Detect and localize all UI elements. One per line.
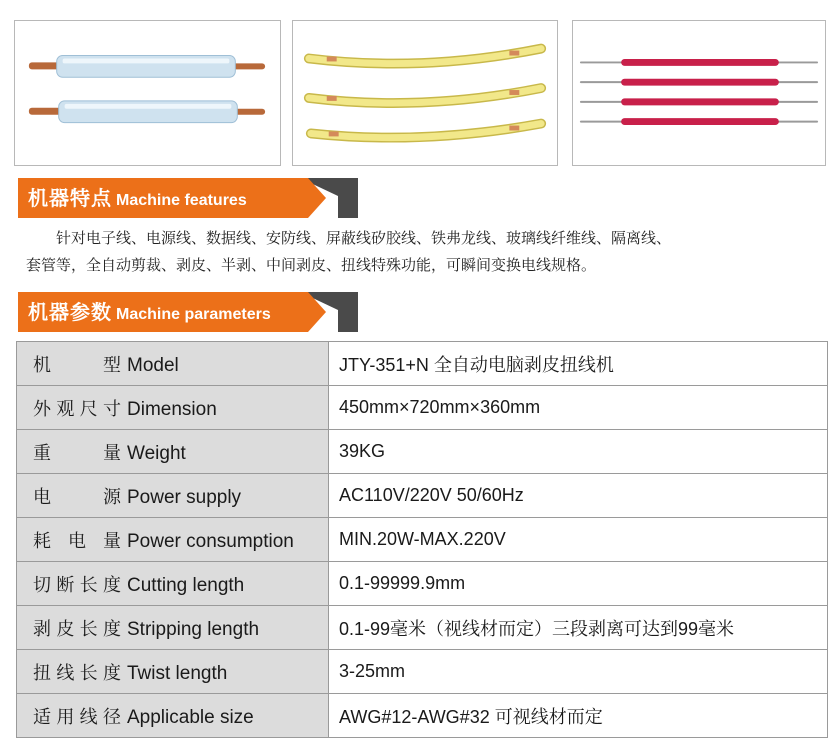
param-label-cn: 耗电量 (33, 530, 121, 552)
table-row (17, 606, 828, 650)
param-value-text: AWG#12-AWG#32 可视线材而定 (339, 706, 603, 727)
param-value (329, 562, 828, 606)
table-row (17, 518, 828, 562)
param-label (17, 518, 329, 562)
wire-photo-red (572, 20, 826, 166)
features-paragraph (26, 225, 828, 279)
param-label-en: Power supply (127, 486, 242, 508)
param-label-cn: 重量 (33, 442, 121, 464)
param-value (329, 518, 828, 562)
param-label-en: Cutting length (127, 574, 245, 596)
param-value (329, 606, 828, 650)
param-label-cn: 外观尺寸 (33, 398, 121, 420)
param-label-en: Dimension (127, 398, 217, 420)
param-label-en: Twist length (127, 662, 228, 684)
section-title (28, 292, 271, 332)
table-row (17, 562, 828, 606)
section-title-cn: 机器参数 (28, 300, 112, 324)
param-label (17, 474, 329, 518)
param-value-text: AC110V/220V 50/60Hz (339, 485, 524, 505)
param-label-cn: 切断长度 (33, 574, 121, 596)
param-label-en: Model (127, 354, 179, 376)
parameters-table (16, 341, 828, 738)
table-row (17, 386, 828, 430)
param-value-text: MIN.20W-MAX.220V (339, 529, 506, 549)
param-label-cn: 扭线长度 (33, 662, 121, 684)
features-line-2: 套管等，全自动剪裁、剥皮、半剥、中间剥皮、扭线特殊功能，可瞬间变换电线规格。 (26, 256, 597, 274)
param-value (329, 650, 828, 694)
param-value-text: 0.1-99999.9mm (339, 573, 466, 593)
section-title-cn: 机器特点 (28, 186, 112, 210)
white-wire-2 (29, 101, 265, 123)
param-value-text: JTY-351+N 全自动电脑剥皮扭线机 (339, 354, 614, 375)
section-title (28, 178, 247, 218)
param-label-cn: 电源 (33, 486, 121, 508)
param-value-text: 450mm×720mm×360mm (339, 397, 541, 417)
param-label-cn: 机型 (33, 354, 121, 376)
param-label-en: Applicable size (127, 706, 254, 728)
param-value (329, 474, 828, 518)
param-label-en: Power consumption (127, 530, 294, 552)
section-title-en: Machine features (116, 192, 247, 209)
param-label (17, 650, 329, 694)
param-value (329, 386, 828, 430)
param-label (17, 562, 329, 606)
features-line-1: 针对电子线、电源线、数据线、安防线、屏蔽线矽胶线、铁弗龙线、玻璃线纤维线、隔离线、 (56, 229, 672, 247)
table-row (17, 474, 828, 518)
param-label-cn: 剥皮长度 (33, 618, 121, 640)
table-row (17, 650, 828, 694)
param-value-text: 39KG (339, 441, 386, 461)
wire-photo-white (14, 20, 281, 166)
param-label (17, 430, 329, 474)
param-value-text: 0.1-99毫米（视线材而定）三段剥离可达到99毫米 (339, 618, 735, 639)
param-label (17, 606, 329, 650)
param-label (17, 386, 329, 430)
param-label (17, 342, 329, 386)
table-row (17, 430, 828, 474)
white-wire-1 (29, 56, 265, 78)
param-value (329, 430, 828, 474)
param-label-en: Weight (127, 442, 186, 464)
param-value (329, 342, 828, 386)
param-label-en: Stripping length (127, 618, 260, 640)
wire-photo-yellow (292, 20, 558, 166)
table-row (17, 694, 828, 738)
param-value (329, 694, 828, 738)
param-label (17, 694, 329, 738)
section-title-en: Machine parameters (116, 306, 271, 323)
param-label-cn: 适用线径 (33, 706, 121, 728)
table-row (17, 342, 828, 386)
param-value-text: 3-25mm (339, 661, 406, 681)
